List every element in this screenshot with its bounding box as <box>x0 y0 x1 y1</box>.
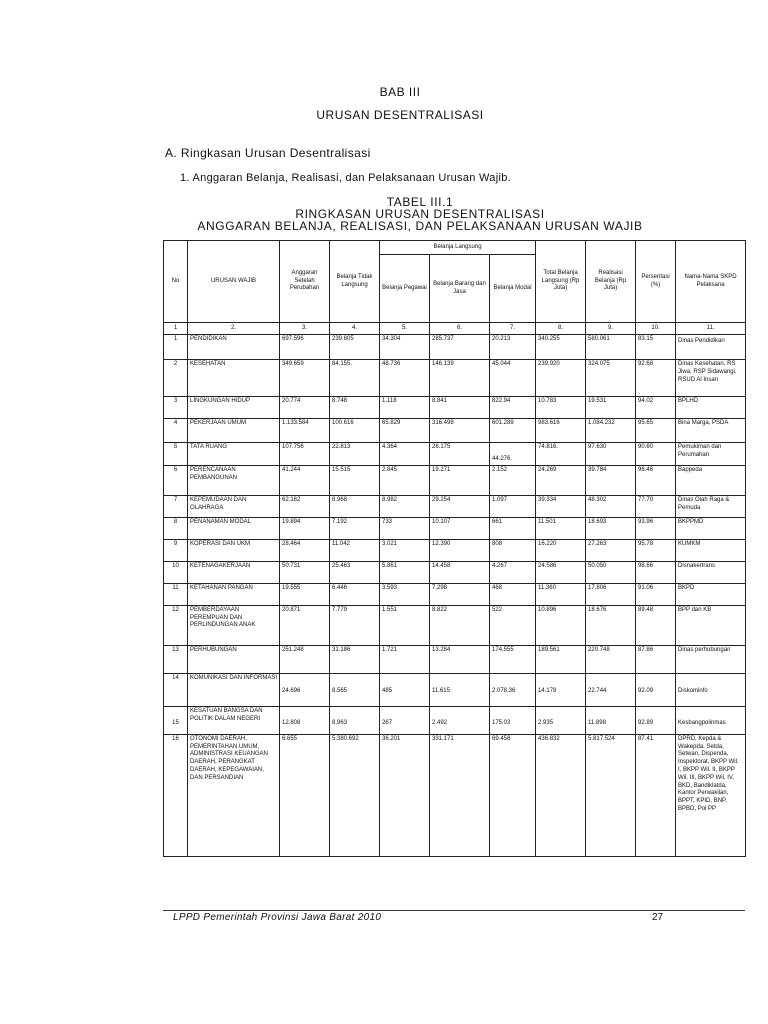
header-realisasi: Realisasi Belanja (Rp Juta) <box>586 241 636 323</box>
table-body <box>164 335 746 857</box>
skpd-name: Kesbangpolinmas <box>676 706 746 734</box>
belanja-tidak-langsung-value: 31.186 <box>330 645 380 673</box>
belanja-pegawai-value: 485 <box>380 673 430 706</box>
realisasi-value: 39.784 <box>586 465 636 495</box>
persentasi-value: 90.60 <box>636 443 676 466</box>
belanja-barang-value: 13.284 <box>430 645 490 673</box>
realisasi-value: 1.084.232 <box>586 419 636 443</box>
persentasi-value: 92.09 <box>636 673 676 706</box>
header-belanja-tidak-langsung: Belanja Tidak Langsung <box>330 241 380 323</box>
belanja-modal-value: 1.097 <box>490 495 536 517</box>
realisasi-value: 220.748 <box>586 645 636 673</box>
row-number: 9 <box>164 539 188 561</box>
skpd-name: BPP dan KB <box>676 605 746 645</box>
chapter-title: URUSAN DESENTRALISASI <box>316 108 484 122</box>
col-number: 7. <box>490 323 536 335</box>
persentasi-value: 87.41 <box>636 734 676 856</box>
table-row <box>164 734 746 856</box>
anggaran-value: 62.162 <box>280 495 330 517</box>
belanja-pegawai-value: 1.721 <box>380 645 430 673</box>
belanja-tidak-langsung-value: 8.968 <box>330 495 380 517</box>
chapter-heading: BAB III <box>379 85 421 99</box>
skpd-name: BPLHD <box>676 397 746 419</box>
skpd-name: Disnakertrans <box>676 561 746 583</box>
total-belanja-value: 74.816. <box>536 443 586 466</box>
belanja-barang-value: 11.615 <box>430 673 490 706</box>
belanja-tidak-langsung-value: 22.813 <box>330 443 380 466</box>
col-number: 8. <box>536 323 586 335</box>
skpd-name: Dinas perhubungan <box>676 645 746 673</box>
realisasi-value: 324.075 <box>586 360 636 397</box>
table-row <box>164 645 746 673</box>
persentasi-value: 77.70 <box>636 495 676 517</box>
total-belanja-value: 14.178 <box>536 673 586 706</box>
urusan-name: PENDIDIKAN <box>188 335 280 360</box>
header-total-belanja: Total Belanja Langsung (Rp Juta) <box>536 241 586 323</box>
belanja-barang-value: 29.254 <box>430 495 490 517</box>
col-number: 5. <box>380 323 430 335</box>
belanja-pegawai-value: 1.118 <box>380 397 430 419</box>
table-row <box>164 517 746 539</box>
belanja-tidak-langsung-value: 6.446 <box>330 583 380 605</box>
belanja-pegawai-value: 1.551 <box>380 605 430 645</box>
belanja-modal-value: 175.03 <box>490 706 536 734</box>
header-no: No <box>164 241 188 323</box>
header-pegawai: Belanja Pegawai <box>380 255 430 323</box>
urusan-name: KESEHATAN <box>188 360 280 397</box>
belanja-pegawai-value: 2.845 <box>380 465 430 495</box>
anggaran-value: 50.731 <box>280 561 330 583</box>
belanja-barang-value: 316.498 <box>430 419 490 443</box>
row-number: 3 <box>164 397 188 419</box>
anggaran-value: 20.871 <box>280 605 330 645</box>
anggaran-value: 12.808 <box>280 706 330 734</box>
belanja-pegawai-value: 3.021 <box>380 539 430 561</box>
row-number: 4 <box>164 419 188 443</box>
header-modal: Belanja Modal <box>490 255 536 323</box>
belanja-barang-value: 331.171 <box>430 734 490 856</box>
skpd-name: Pemukiman dan Perumahan <box>676 443 746 466</box>
belanja-pegawai-value: 65.829 <box>380 419 430 443</box>
belanja-pegawai-value: 48.736 <box>380 360 430 397</box>
urusan-name: LINGKUNGAN HIDUP <box>188 397 280 419</box>
realisasi-value: 11.898 <box>586 706 636 734</box>
total-belanja-value: 11.501 <box>536 517 586 539</box>
total-belanja-value: 239.920 <box>536 360 586 397</box>
belanja-modal-value: 2.078.36 <box>490 673 536 706</box>
total-belanja-value: 16.220 <box>536 539 586 561</box>
anggaran-value: 697.596 <box>280 335 330 360</box>
urusan-name: TATA RUANG <box>188 443 280 466</box>
col-number: 4. <box>330 323 380 335</box>
column-number-row <box>164 323 746 335</box>
footer-text: LPPD Pemerintah Provinsi Jawa Barat 2010 <box>173 912 382 923</box>
total-belanja-value: 340.255 <box>536 335 586 360</box>
skpd-name: DPRD, Kepda & Wakepda, Setda, Setwan, Dispenda, Inspektorat, BKPP Wil. I, BKPP Wil. II, BKPP Wil. III, BKPP Wil. IV, BKD, Bandiklatda, Kantor Perwakilan, BPPT, KPID, BNP, BPBD, Pol PP <box>676 734 746 856</box>
anggaran-value: 107.756 <box>280 443 330 466</box>
anggaran-value: 19.894 <box>280 517 330 539</box>
row-number: 8 <box>164 517 188 539</box>
realisasi-value: 5.817.524 <box>586 734 636 856</box>
table-title-line-2: RINGKASAN URUSAN DESENTRALISASI <box>295 207 545 221</box>
belanja-pegawai-value: 733 <box>380 517 430 539</box>
persentasi-value: 95.78 <box>636 539 676 561</box>
belanja-tidak-langsung-value: 8.565 <box>330 673 380 706</box>
urusan-name: PEMBERDAYAAN PEREMPUAN DAN PERLINDUNGAN ANAK <box>188 605 280 645</box>
realisasi-value: 50.050 <box>586 561 636 583</box>
header-skpd: Nama-Nama SKPD Pelaksana <box>676 241 746 323</box>
header-belanja-langsung-group: Belanja Langsung <box>380 241 536 255</box>
skpd-name: Dinas Olah Raga & Pemuda <box>676 495 746 517</box>
col-number: 10. <box>636 323 676 335</box>
total-belanja-value: 436.832 <box>536 734 586 856</box>
total-belanja-value: 10.896 <box>536 605 586 645</box>
anggaran-value: 20.774 <box>280 397 330 419</box>
persentasi-value: 93.96 <box>636 517 676 539</box>
belanja-barang-value: 26.175 <box>430 443 490 466</box>
skpd-name: Bappeda <box>676 465 746 495</box>
belanja-pegawai-value: 3.593 <box>380 583 430 605</box>
table-row <box>164 443 746 466</box>
row-number: 1 <box>164 335 188 360</box>
anggaran-value: 251.248 <box>280 645 330 673</box>
header-urusan: URUSAN WAJIB <box>188 241 280 323</box>
skpd-name: Dinas Pendidikan <box>676 335 746 360</box>
belanja-tidak-langsung-value: 84.155. <box>330 360 380 397</box>
belanja-tidak-langsung-value: 100.616 <box>330 419 380 443</box>
persentasi-value: 94.02 <box>636 397 676 419</box>
realisasi-value: 18.693 <box>586 517 636 539</box>
header-persentasi: Persentasi (%) <box>636 241 676 323</box>
skpd-name: BKPD <box>676 583 746 605</box>
total-belanja-value: 983.616 <box>536 419 586 443</box>
belanja-modal-value: 20.213 <box>490 335 536 360</box>
row-number: 7 <box>164 495 188 517</box>
skpd-name: BKPPMD <box>676 517 746 539</box>
skpd-name: KUMKM <box>676 539 746 561</box>
persentasi-value: 98.66 <box>636 561 676 583</box>
belanja-barang-value: 285.737 <box>430 335 490 360</box>
skpd-name: Diskominfo <box>676 673 746 706</box>
belanja-modal-value: 2.152 <box>490 465 536 495</box>
table-title-line-3: ANGGARAN BELANJA, REALISASI, DAN PELAKSANAAN URUSAN WAJIB <box>197 219 643 233</box>
row-number: 13 <box>164 645 188 673</box>
belanja-pegawai-value: 36.201 <box>380 734 430 856</box>
belanja-tidak-langsung-value: 8.748 <box>330 397 380 419</box>
total-belanja-value: 24.586 <box>536 561 586 583</box>
subsection-heading: 1. Anggaran Belanja, Realisasi, dan Pelaksanaan Urusan Wajib. <box>180 172 511 184</box>
belanja-pegawai-value: 267 <box>380 706 430 734</box>
belanja-tidak-langsung-value: 15.515 <box>330 465 380 495</box>
persentasi-value: 96.46 <box>636 465 676 495</box>
row-number: 11 <box>164 583 188 605</box>
belanja-pegawai-value: 4.364 <box>380 443 430 466</box>
persentasi-value: 83.15 <box>636 335 676 360</box>
belanja-modal-value: 808 <box>490 539 536 561</box>
persentasi-value: 89.48 <box>636 605 676 645</box>
belanja-tidak-langsung-value: 11.042 <box>330 539 380 561</box>
belanja-barang-value: 146.139 <box>430 360 490 397</box>
table-row <box>164 673 746 706</box>
col-number: 3. <box>280 323 330 335</box>
total-belanja-value: 189.561 <box>536 645 586 673</box>
urusan-name: KOMUNIKASI DAN INFORMASI <box>188 673 280 706</box>
col-number: 6. <box>430 323 490 335</box>
row-number: 10 <box>164 561 188 583</box>
anggaran-value: 349.659 <box>280 360 330 397</box>
skpd-name: Dinas Kesehatan, RS Jiwa, RSP Sidawangi, RSUD Al Insan <box>676 360 746 397</box>
urusan-name: KEPEMUDAAN DAN OLAHRAGA <box>188 495 280 517</box>
belanja-modal-value: 468 <box>490 583 536 605</box>
table-row <box>164 419 746 443</box>
row-number: 12 <box>164 605 188 645</box>
belanja-modal-value: 45.044 <box>490 360 536 397</box>
belanja-modal-value: 522 <box>490 605 536 645</box>
table-row <box>164 605 746 645</box>
belanja-modal-value: 174.555 <box>490 645 536 673</box>
belanja-tidak-langsung-value: 239.805 <box>330 335 380 360</box>
total-belanja-value: 10.783 <box>536 397 586 419</box>
belanja-barang-value: 7,298 <box>430 583 490 605</box>
belanja-barang-value: 12.390 <box>430 539 490 561</box>
table-row <box>164 706 746 734</box>
belanja-modal-value: 822.94 <box>490 397 536 419</box>
realisasi-value: 48.302 <box>586 495 636 517</box>
budget-table <box>163 240 746 857</box>
belanja-tidak-langsung-value: 7.779 <box>330 605 380 645</box>
row-number: 14 <box>164 673 188 706</box>
skpd-name: Bina Marga, PSDA <box>676 419 746 443</box>
urusan-name: KETAHANAN PANGAN <box>188 583 280 605</box>
urusan-name: KOPERASI DAN UKM <box>188 539 280 561</box>
realisasi-value: 97.630 <box>586 443 636 466</box>
belanja-pegawai-value: 8.982 <box>380 495 430 517</box>
urusan-name: KETENAGAKERJAAN <box>188 561 280 583</box>
realisasi-value: 27.263 <box>586 539 636 561</box>
section-heading: A. Ringkasan Urusan Desentralisasi <box>165 146 371 160</box>
belanja-tidak-langsung-value: 25.463 <box>330 561 380 583</box>
table-row <box>164 397 746 419</box>
row-number: 2 <box>164 360 188 397</box>
table-row <box>164 335 746 360</box>
urusan-name: PERENCANAAN PEMBANGUNAN <box>188 465 280 495</box>
anggaran-value: 24.696 <box>280 673 330 706</box>
persentasi-value: 91.06 <box>636 583 676 605</box>
belanja-barang-value: 10.107 <box>430 517 490 539</box>
table-row <box>164 495 746 517</box>
anggaran-value: 28.464 <box>280 539 330 561</box>
col-number: 2. <box>188 323 280 335</box>
total-belanja-value: 2.935 <box>536 706 586 734</box>
header-anggaran: Anggaran Setelah Perubahan <box>280 241 330 323</box>
footer-divider <box>163 910 745 911</box>
belanja-tidak-langsung-value: 5.380.692 <box>330 734 380 856</box>
urusan-name: PENANAMAN MODAL <box>188 517 280 539</box>
table-title-line-1: TABEL III.1 <box>386 195 454 209</box>
row-number: 15 <box>164 706 188 734</box>
page-number: 27 <box>652 912 664 923</box>
belanja-barang-value: 14.458 <box>430 561 490 583</box>
belanja-barang-value: 2.492 <box>430 706 490 734</box>
table-row <box>164 583 746 605</box>
belanja-barang-value: 8.822 <box>430 605 490 645</box>
belanja-barang-value: 19.271 <box>430 465 490 495</box>
belanja-pegawai-value: 34.304 <box>380 335 430 360</box>
realisasi-value: 580.061 <box>586 335 636 360</box>
belanja-modal-value: 69.458 <box>490 734 536 856</box>
col-number: 11. <box>676 323 746 335</box>
row-number: 6 <box>164 465 188 495</box>
belanja-modal-value: 661 <box>490 517 536 539</box>
col-number: 9. <box>586 323 636 335</box>
table-row <box>164 561 746 583</box>
urusan-name: PERHUBUNGAN <box>188 645 280 673</box>
row-number: 16 <box>164 734 188 856</box>
table-row <box>164 465 746 495</box>
belanja-tidak-langsung-value: 7.192 <box>330 517 380 539</box>
urusan-name: OTONOMI DAERAH, PEMERINTAHAN UMUM, ADMINISTRASI KEUANGAN DAERAH, PERANGKAT DAERAH, KEPEGAWAIAN, DAN PERSANDIAN <box>188 734 280 856</box>
urusan-name: PEKERJAAN UMUM <box>188 419 280 443</box>
urusan-name: KESATUAN BANGSA DAN POLITIK DALAM NEGERI <box>188 706 280 734</box>
col-number: 1 <box>164 323 188 335</box>
belanja-pegawai-value: 5.861 <box>380 561 430 583</box>
anggaran-value: 1.133.584 <box>280 419 330 443</box>
table-row <box>164 360 746 397</box>
persentasi-value: 95.65 <box>636 419 676 443</box>
realisasi-value: 18.676 <box>586 605 636 645</box>
anggaran-value: 6.655 <box>280 734 330 856</box>
table-row <box>164 539 746 561</box>
anggaran-value: 41.244 <box>280 465 330 495</box>
realisasi-value: 22.744 <box>586 673 636 706</box>
total-belanja-value: 11.360 <box>536 583 586 605</box>
row-number: 5 <box>164 443 188 466</box>
persentasi-value: 92.68 <box>636 360 676 397</box>
realisasi-value: 17.806 <box>586 583 636 605</box>
persentasi-value: 92.89 <box>636 706 676 734</box>
belanja-barang-value: 8.841 <box>430 397 490 419</box>
belanja-tidak-langsung-value: 8.963 <box>330 706 380 734</box>
header-barang-jasa: Belanja Barang dan Jasa <box>430 255 490 323</box>
anggaran-value: 19.555 <box>280 583 330 605</box>
total-belanja-value: 39.334 <box>536 495 586 517</box>
belanja-modal-value: 601.289 <box>490 419 536 443</box>
total-belanja-value: 24.269 <box>536 465 586 495</box>
realisasi-value: 19.531 <box>586 397 636 419</box>
persentasi-value: 87.86 <box>636 645 676 673</box>
belanja-modal-value: 4.267 <box>490 561 536 583</box>
belanja-modal-value: 44.276. <box>490 443 536 466</box>
